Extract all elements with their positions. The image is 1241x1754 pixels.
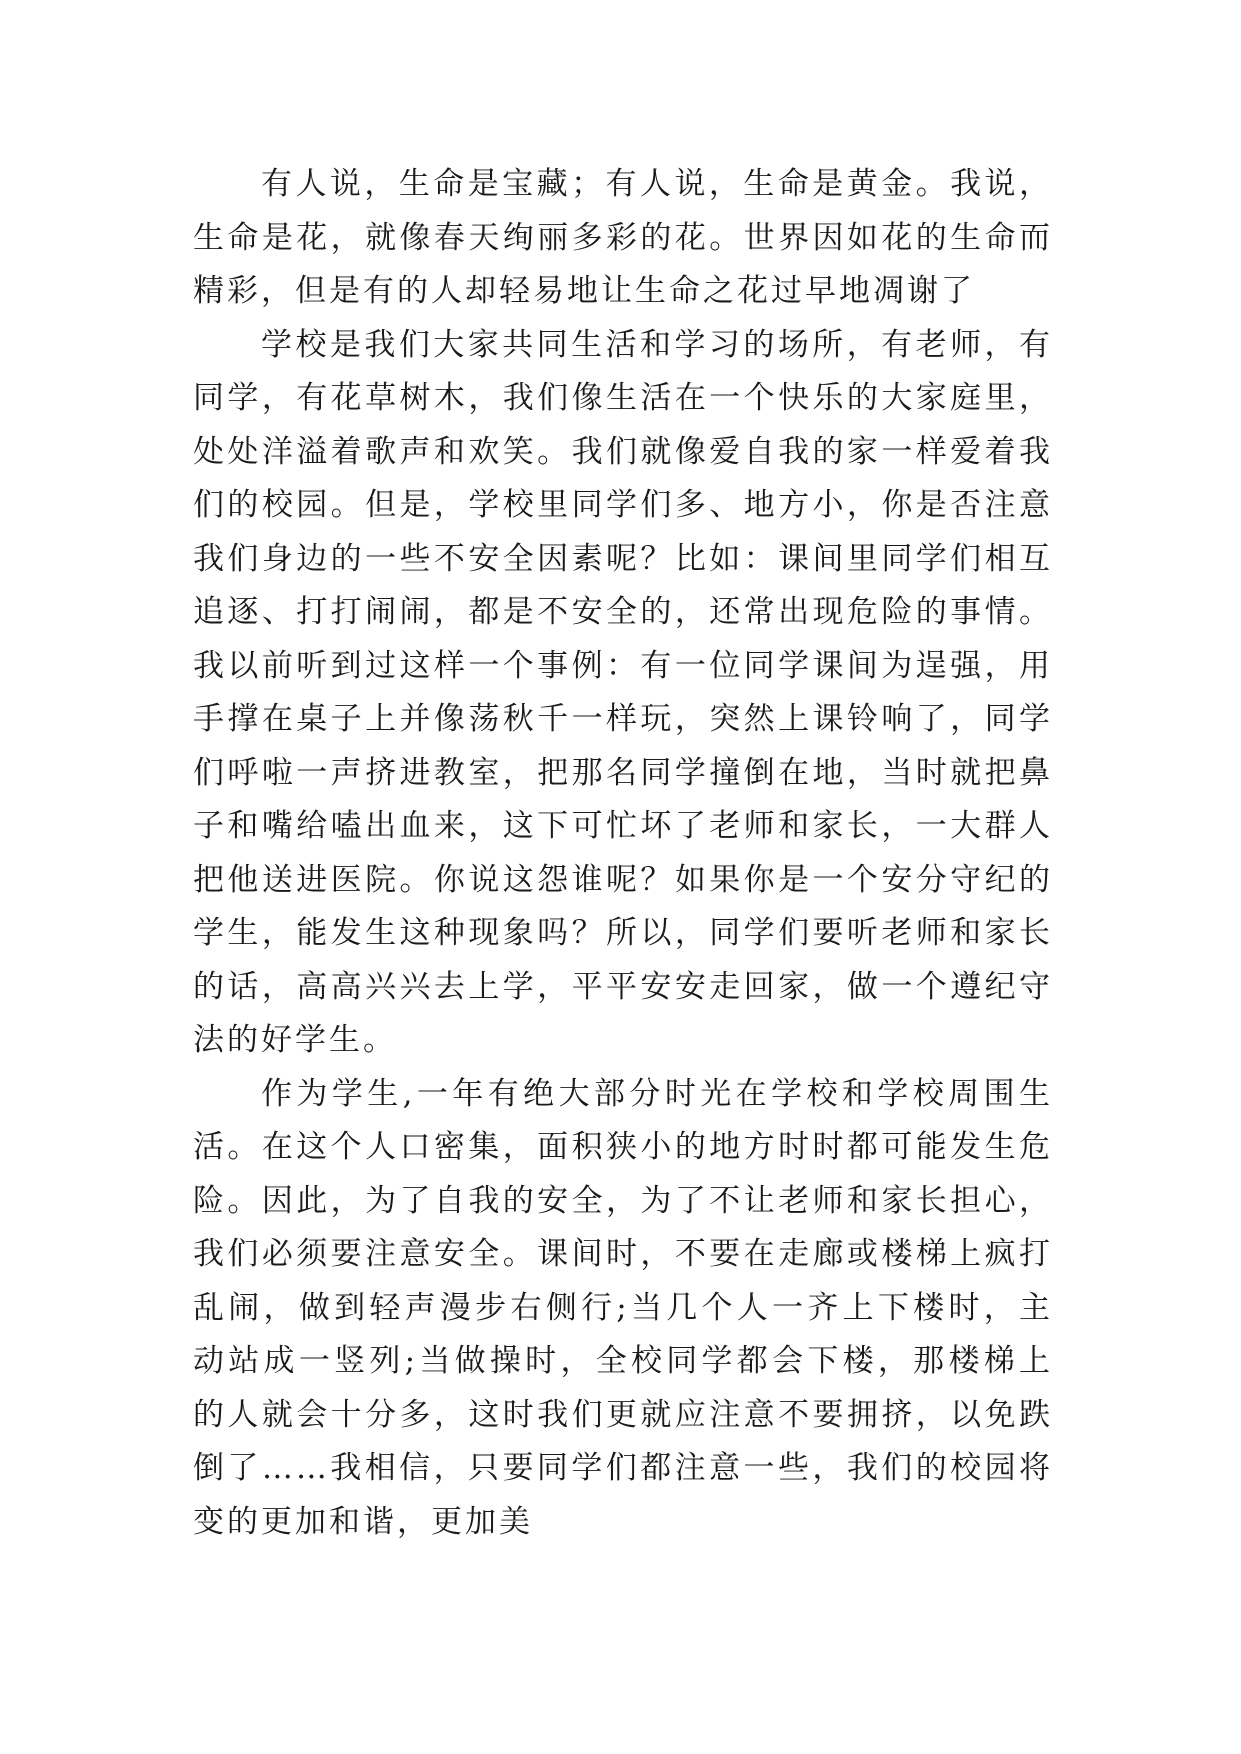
document-body [193,158,1053,1549]
paragraph-3: 作为学生,一年有绝大部分时光在学校和学校周围生活。在这个人口密集，面积狭小的地方时时都可能发生危险。因此，为了自我的安全，为了不让老师和家长担心，我们必须要注意安全。课间时，不要在走廊或楼梯上疯打乱闹，做到轻声漫步右侧行;当几个人一齐上下楼时，主动站成一竖列;当做操时，全校同学都会下楼，那楼梯上的人就会十分多，这时我们更就应注意不要拥挤，以免跌倒了……我相信，只要同学们都注意一些，我们的校园将变的更加和谐，更加美 [193,1075,1053,1540]
paragraph-1: 有人说，生命是宝藏；有人说，生命是黄金。我说，生命是花，就像春天绚丽多彩的花。世界因如花的生命而精彩，但是有的人却轻易地让生命之花过早地凋谢了 [193,166,1053,309]
paragraph-2: 学校是我们大家共同生活和学习的场所，有老师，有同学，有花草树木，我们像生活在一个快乐的大家庭里，处处洋溢着歌声和欢笑。我们就像爱自我的家一样爱着我们的校园。但是，学校里同学们多、地方小，你是否注意我们身边的一些不安全因素呢？比如：课间里同学们相互追逐、打打闹闹，都是不安全的，还常出现危险的事情。我以前听到过这样一个事例：有一位同学课间为逞强，用手撑在桌子上并像荡秋千一样玩，突然上课铃响了，同学们呼啦一声挤进教室，把那名同学撞倒在地，当时就把鼻子和嘴给嗑出血来，这下可忙坏了老师和家长，一大群人把他送进医院。你说这怨谁呢？如果你是一个安分守纪的学生，能发生这种现象吗？所以，同学们要听老师和家长的话，高高兴兴去上学，平平安安走回家，做一个遵纪守法的好学生。 [193,326,1053,1058]
